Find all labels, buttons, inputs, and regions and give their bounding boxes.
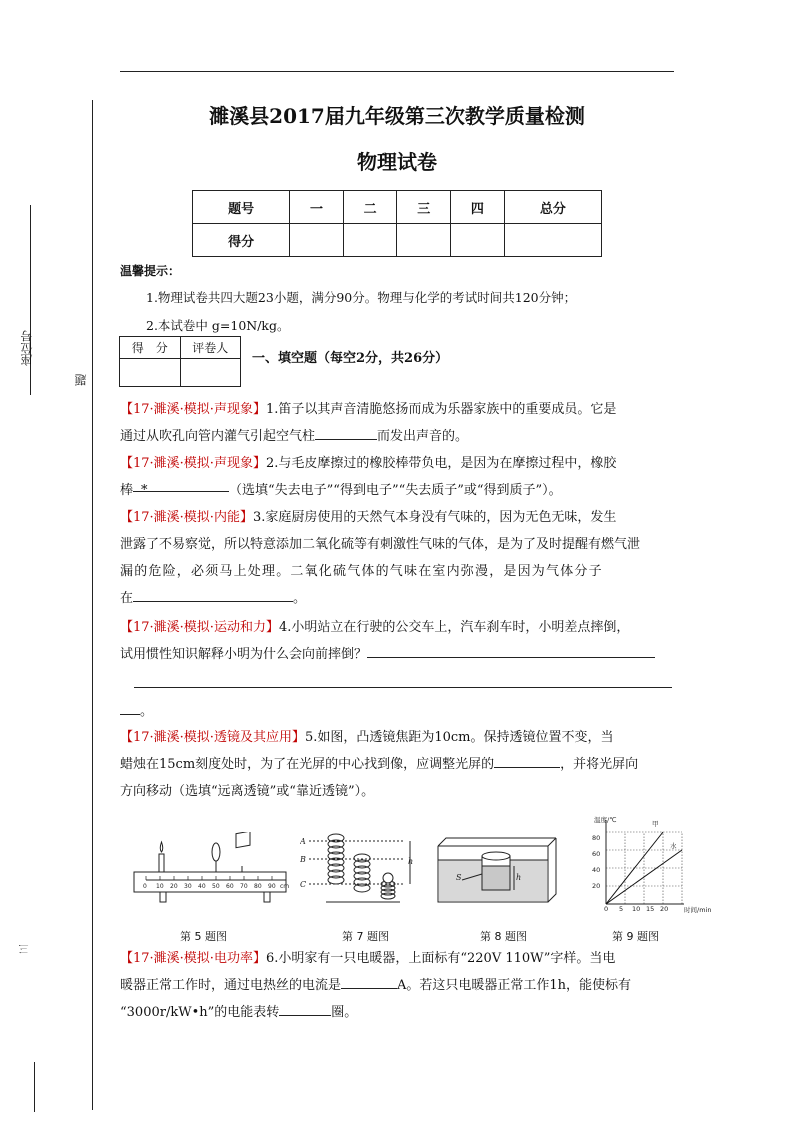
- figure-9-caption: 第 9 题图: [612, 930, 659, 943]
- question-text: 6.小明家有一只电暖器，上面标有“220V 110W”字样。当电: [265, 951, 616, 966]
- answer-line-end: [120, 700, 153, 719]
- question-text: 而发出声音的。: [377, 429, 469, 444]
- question-text: 1.笛子以其声音清脆悠扬而成为乐器家族中的重要成员。它是: [265, 402, 617, 417]
- spring-1-icon: [328, 834, 344, 884]
- question-text: 漏的危险，必须马上处理。二氧化硫气体的气味在室内弥漫，是因为气体分子: [120, 564, 603, 579]
- question-tag: 【17·濉溪·模拟·内能】: [120, 510, 253, 525]
- seat-label: 座位号: [20, 330, 34, 366]
- ruler-label: 20: [170, 883, 178, 890]
- y-tick-label: 60: [592, 850, 601, 858]
- question-tag: 【17·濉溪·模拟·运动和力】: [120, 620, 279, 635]
- question-text: 2.与毛皮摩擦过的橡胶棒带负电，是因为在摩擦过程中，橡胶: [265, 456, 617, 471]
- tips-line-2: 2.本试卷中 g=10N/kg。: [146, 318, 290, 333]
- grader-score-label: 得 分: [120, 337, 181, 359]
- candle-icon: [159, 854, 164, 872]
- answer-blank[interactable]: [279, 1001, 331, 1016]
- series-label-jia: 甲: [652, 820, 659, 828]
- question-text: 暖器正常工作时，通过电热丝的电流是: [120, 978, 342, 993]
- question-4: [120, 614, 680, 668]
- ti-label: 题: [74, 374, 88, 386]
- question-text: （选填“失去电子”“得到电子”“失去质子”或“得到质子”）。: [229, 483, 562, 498]
- grader-name-input[interactable]: [180, 359, 241, 387]
- side-rule-2: [34, 1062, 35, 1112]
- question-text: 蜡烛在15cm刻度处时，为了在光屏的中心找到像，应调整光屏的: [120, 757, 495, 772]
- series-label-water: 水: [670, 842, 677, 850]
- chart-xlabel: 时间/min: [684, 906, 712, 914]
- figure-5: [132, 832, 294, 912]
- figure-7-caption: 第 7 题图: [342, 930, 389, 943]
- question-text: 在: [120, 591, 134, 606]
- question-tag: 【17·濉溪·模拟·声现象】: [120, 456, 266, 471]
- grader-box: [119, 336, 241, 387]
- score-input[interactable]: [343, 224, 397, 257]
- score-table-cell: 题号: [193, 191, 290, 224]
- ruler-label: 0: [143, 883, 147, 890]
- answer-blank[interactable]: [494, 753, 560, 768]
- answer-blank[interactable]: [341, 974, 397, 989]
- answer-blank[interactable]: [315, 425, 377, 440]
- score-table-cell: 四: [451, 191, 505, 224]
- question-text: “3000r/kW•h”的电能表转: [120, 1005, 280, 1020]
- y-tick-label: 20: [592, 882, 601, 890]
- top-rule: [120, 71, 674, 72]
- tips-heading: 温馨提示：: [120, 264, 181, 278]
- x-tick-label: 10: [632, 905, 641, 913]
- question-6: [120, 945, 680, 1026]
- question-3: [120, 504, 680, 612]
- figure-7: [300, 830, 416, 912]
- figure-5-caption: 第 5 题图: [180, 930, 227, 943]
- question-text: 。: [293, 591, 307, 606]
- answer-blank[interactable]: [120, 700, 140, 715]
- score-table-label: 得分: [193, 224, 290, 257]
- margin-line: [92, 100, 93, 1110]
- seat-line-top: [30, 205, 31, 395]
- y-tick-label: 40: [592, 866, 601, 874]
- score-table-cell: 一: [290, 191, 344, 224]
- question-text: 通过从吹孔向管内灌气引起空气柱: [120, 429, 316, 444]
- question-5: [120, 724, 680, 805]
- question-text: 试用惯性知识解释小明为什么会向前摔倒？: [120, 647, 368, 662]
- question-tag: 【17·濉溪·模拟·电功率】: [120, 951, 266, 966]
- ruler-label: 50: [212, 883, 220, 890]
- chart-ylabel: 温度/℃: [594, 816, 617, 824]
- blank-mark: *: [141, 483, 148, 498]
- answer-blank[interactable]: [133, 587, 293, 602]
- score-table-cell: 二: [343, 191, 397, 224]
- grader-name-label: 评卷人: [180, 337, 241, 359]
- figure-8-caption: 第 8 题图: [480, 930, 527, 943]
- small-label: 三: [20, 944, 31, 954]
- page-subtitle: 物理试卷: [357, 150, 437, 174]
- ball-icon: [383, 873, 393, 883]
- question-tag: 【17·濉溪·模拟·声现象】: [120, 402, 266, 417]
- y-tick-label: 80: [592, 834, 601, 842]
- bench-foot: [160, 892, 166, 902]
- answer-blank[interactable]: [367, 643, 655, 658]
- bench-foot: [264, 892, 270, 902]
- score-input[interactable]: [451, 224, 505, 257]
- figure-9-chart: [588, 816, 724, 914]
- label-S: S: [456, 873, 462, 882]
- score-input[interactable]: [290, 224, 344, 257]
- flame-icon: [160, 842, 163, 852]
- ruler-label: 90: [268, 883, 276, 890]
- question-text: A。若这只电暖器正常工作1h，能使标有: [397, 978, 632, 993]
- ruler-label: 40: [198, 883, 206, 890]
- question-text: 泄露了不易察觉，所以特意添加二氧化硫等有刺激性气味的气体，是为了及时提醒有燃气泄: [120, 537, 641, 552]
- question-text: 3.家庭厨房使用的天然气本身没有气味的，因为无色无味，发生: [252, 510, 617, 525]
- question-text: 。: [140, 704, 154, 719]
- score-table-cell: 总分: [504, 191, 601, 224]
- ruler-label: 80: [254, 883, 262, 890]
- ruler-label: 60: [226, 883, 234, 890]
- figure-8: [436, 836, 558, 908]
- label-C: C: [300, 880, 307, 889]
- score-table-cell: 三: [397, 191, 451, 224]
- label-h: h: [516, 873, 522, 882]
- page-title: 濉溪县2017届九年级第三次教学质量检测: [209, 104, 585, 128]
- answer-line[interactable]: [134, 687, 672, 688]
- ruler-label: 70: [240, 883, 248, 890]
- question-text: 圈。: [331, 1005, 358, 1020]
- section-title: 一、填空题（每空2分，共26分）: [252, 351, 449, 366]
- question-text: 5.如图，凸透镜焦距为10cm。保持透镜位置不变，当: [304, 730, 614, 745]
- grader-score-input[interactable]: [120, 359, 181, 387]
- spring-3-icon: [381, 881, 395, 899]
- ruler-label: 30: [184, 883, 192, 890]
- x-tick-label: 0: [604, 905, 609, 913]
- question-tag: 【17·濉溪·模拟·透镜及其应用】: [120, 730, 305, 745]
- spring-2-icon: [354, 854, 370, 892]
- label-A: A: [300, 837, 306, 846]
- label-h: h: [408, 857, 414, 866]
- x-tick-label: 20: [660, 905, 669, 913]
- question-text: 方向移动（选填“远离透镜”或“靠近透镜”）。: [120, 784, 375, 799]
- score-table: [192, 190, 602, 257]
- x-tick-label: 5: [619, 905, 624, 913]
- question-2: [120, 450, 680, 504]
- score-input[interactable]: [504, 224, 601, 257]
- question-text: ，并将光屏向: [560, 757, 639, 772]
- score-input[interactable]: [397, 224, 451, 257]
- lens-icon: [212, 843, 220, 861]
- label-B: B: [300, 855, 306, 864]
- question-text: 棒: [120, 483, 134, 498]
- x-tick-label: 15: [646, 905, 655, 913]
- screen-icon: [236, 832, 250, 848]
- answer-blank[interactable]: [133, 477, 229, 498]
- ruler-label: 10: [156, 883, 164, 890]
- question-1: [120, 396, 680, 450]
- question-text: 4.小明站立在行驶的公交车上，汽车刹车时，小明差点摔倒，: [278, 620, 630, 635]
- ruler-unit: cm: [280, 883, 290, 890]
- tips-line-1: 1.物理试卷共四大题23小题，满分90分。物理与化学的考试时间共120分钟；: [146, 290, 577, 305]
